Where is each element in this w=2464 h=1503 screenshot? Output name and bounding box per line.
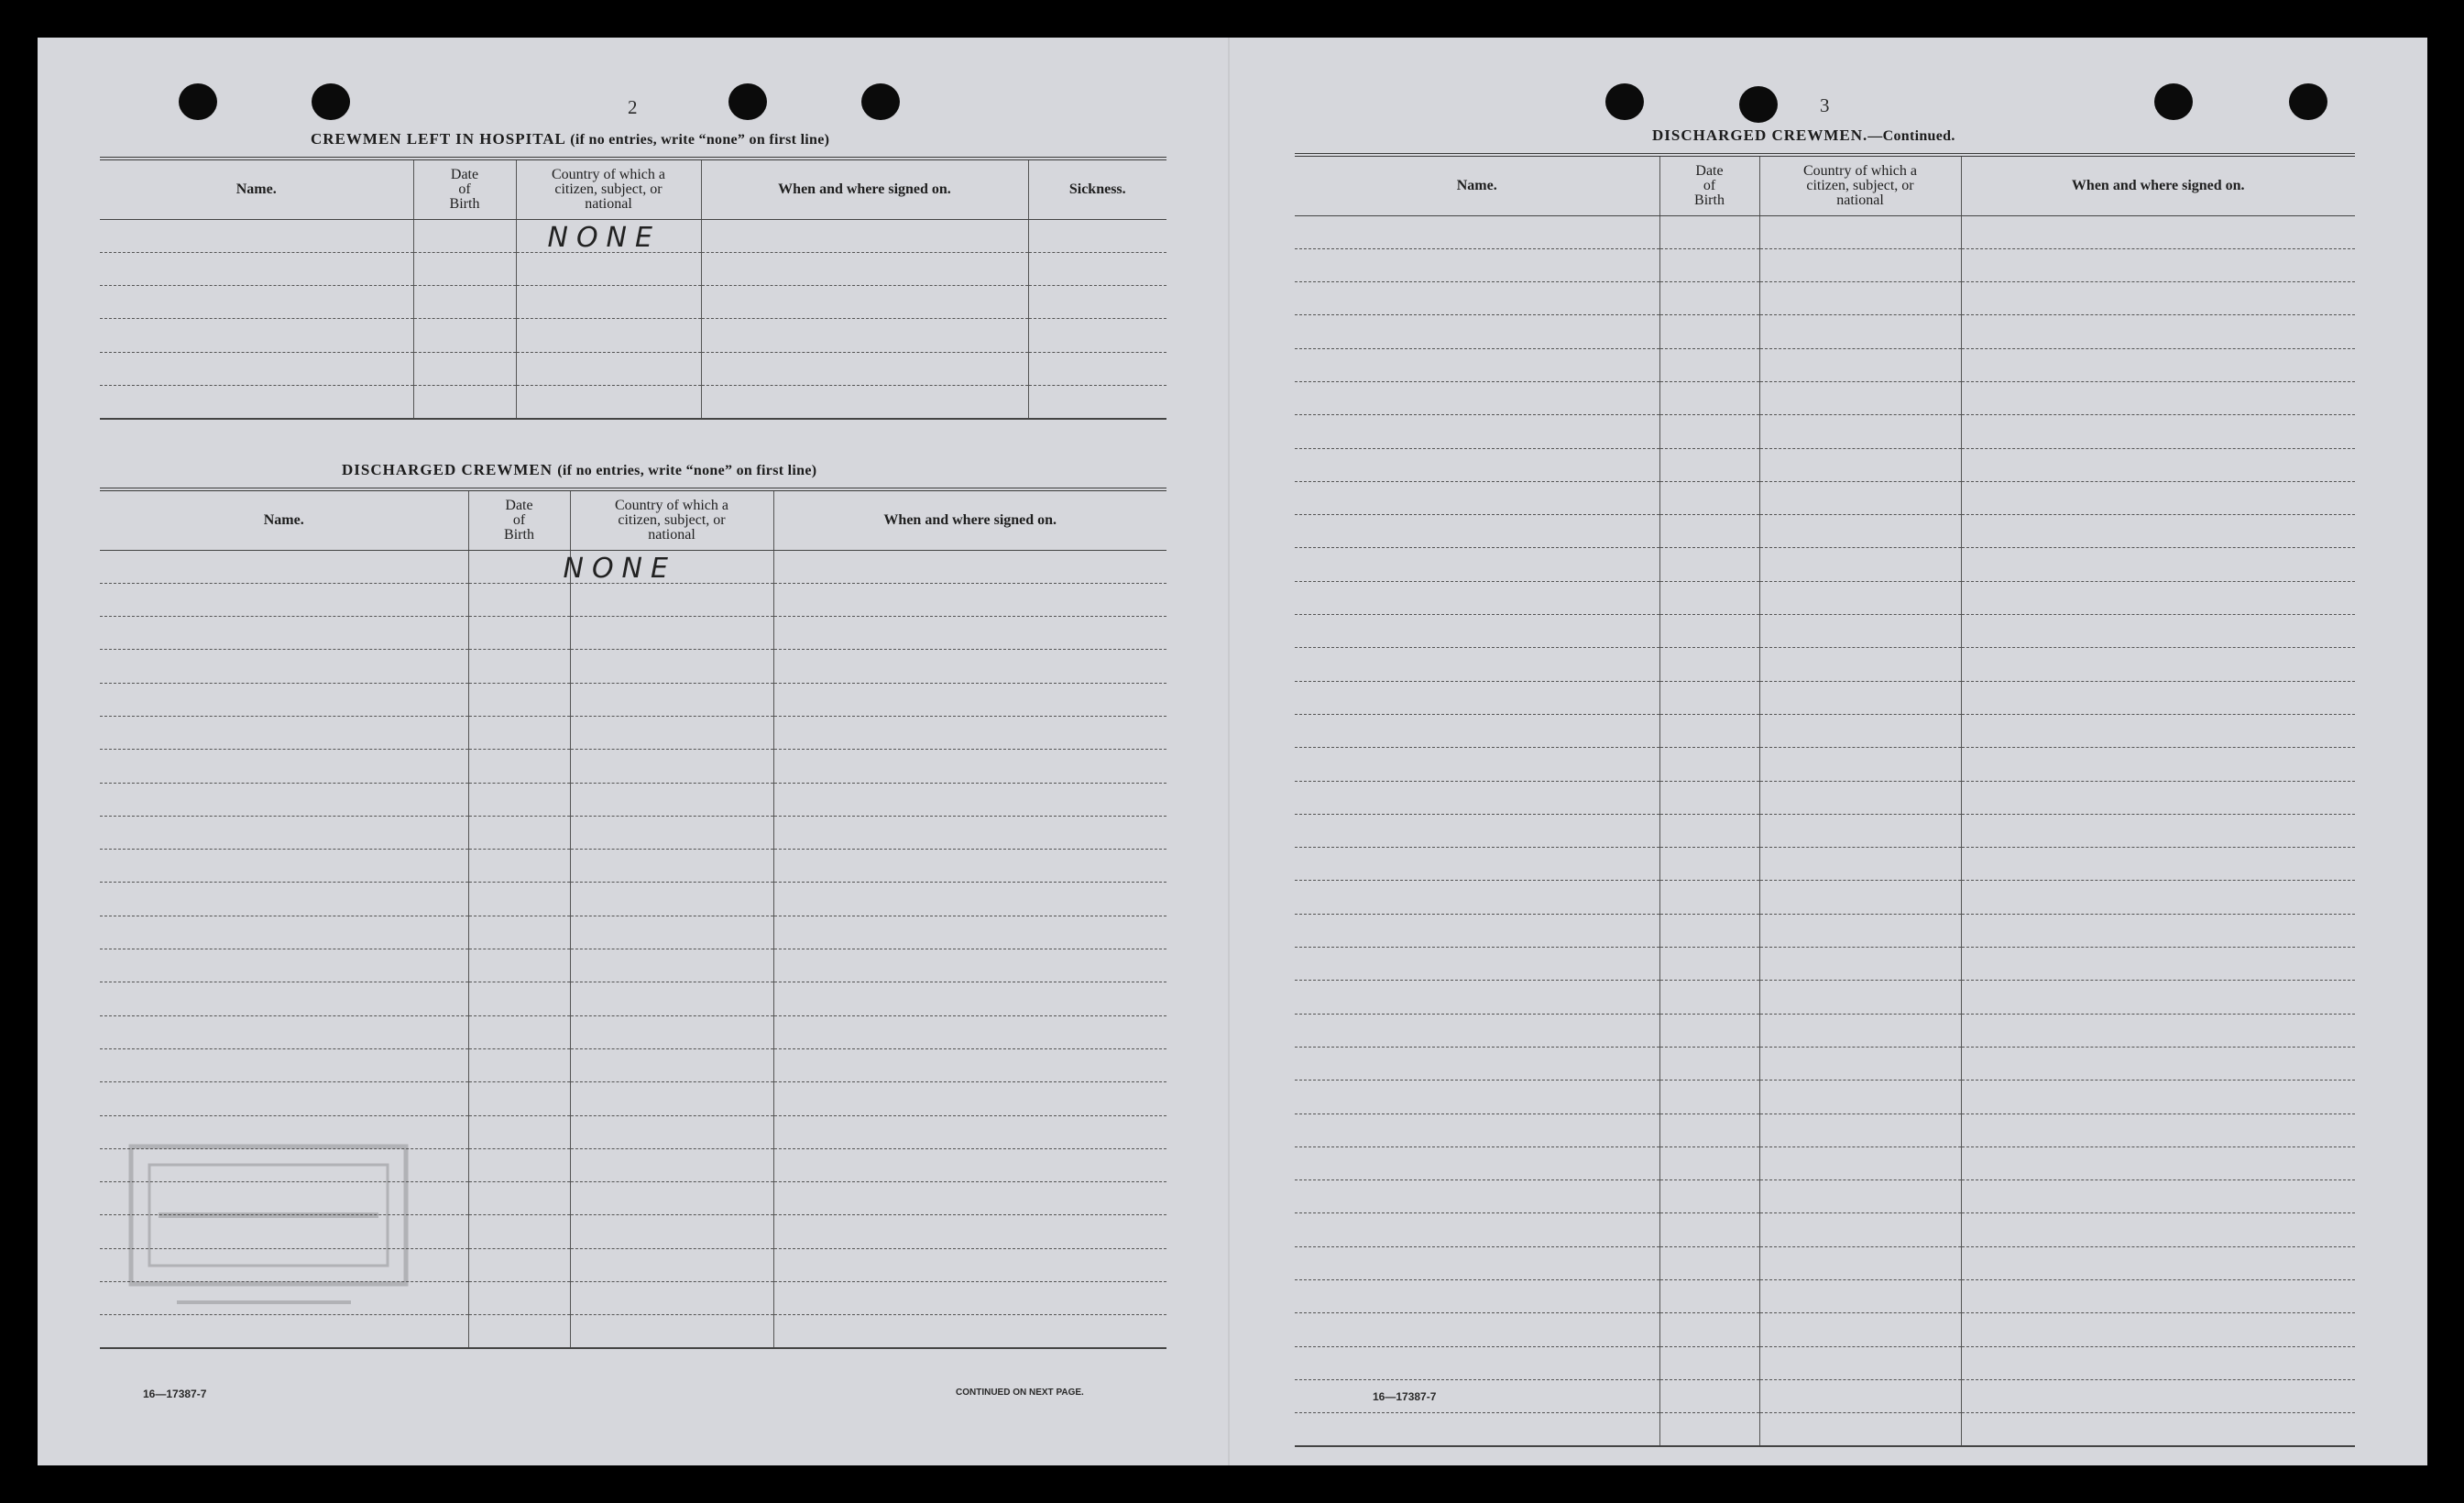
table-row <box>100 219 1166 252</box>
form-number: 16—17387-7 <box>143 1388 207 1400</box>
punch-hole <box>179 83 217 120</box>
table-row <box>1295 481 2355 514</box>
punch-hole <box>2289 83 2327 120</box>
table-row <box>1295 748 2355 781</box>
continued-suffix: —Continued. <box>1867 128 1955 144</box>
discharged-continued-title <box>1652 126 1955 145</box>
table-row <box>1295 381 2355 414</box>
discharged-title: DISCHARGED CREWMEN <box>342 461 553 478</box>
table-row <box>1295 1146 2355 1179</box>
punch-hole <box>861 83 900 120</box>
continued-note: CONTINUED ON NEXT PAGE. <box>956 1388 1084 1398</box>
left-page <box>38 38 1229 1465</box>
table-row <box>1295 1346 2355 1379</box>
hospital-instruction: (if no entries, write “none” on first line) <box>570 132 830 148</box>
table-row <box>1295 1413 2355 1446</box>
page-number: 3 <box>1820 94 1830 116</box>
table-row <box>100 583 1166 616</box>
punch-hole <box>1605 83 1644 120</box>
handwritten-none: NONE <box>563 552 676 585</box>
table-row <box>1295 1213 2355 1246</box>
table-row <box>1295 1081 2355 1114</box>
table-row <box>1295 515 2355 548</box>
faded-received-stamp <box>122 1128 433 1330</box>
table-row <box>100 750 1166 783</box>
table-row <box>100 916 1166 949</box>
discharged-instruction: (if no entries, write “none” on first line) <box>557 463 817 478</box>
table-row <box>1295 1114 2355 1146</box>
document-paper <box>38 38 2427 1465</box>
table-row <box>1295 681 2355 714</box>
table-row <box>100 949 1166 982</box>
table-row <box>1295 415 2355 448</box>
table-row <box>1295 914 2355 947</box>
discharged-section-title <box>342 461 816 479</box>
table-row <box>1295 948 2355 981</box>
hospital-table <box>100 157 1166 420</box>
table-row <box>1295 714 2355 747</box>
punch-hole <box>728 83 767 120</box>
table-row <box>100 319 1166 352</box>
country-header: Country of which a citizen, subject, or national <box>516 159 701 219</box>
table-row <box>1295 1379 2355 1412</box>
table-row <box>1295 1246 2355 1279</box>
punch-hole <box>2154 83 2193 120</box>
country-header: Country of which a citizen, subject, or national <box>1759 155 1961 215</box>
table-row <box>1295 581 2355 614</box>
right-page <box>1229 38 2427 1465</box>
table-row <box>100 716 1166 749</box>
date-of-birth-header: Date of Birth <box>468 489 570 550</box>
country-header: Country of which a citizen, subject, or national <box>570 489 773 550</box>
table-row <box>1295 1047 2355 1080</box>
name-header: Name. <box>100 159 413 219</box>
table-row <box>100 783 1166 816</box>
table-row <box>1295 615 2355 648</box>
punch-hole <box>312 83 350 120</box>
table-row <box>100 1082 1166 1115</box>
table-row <box>1295 1014 2355 1047</box>
when-where-header: When and where signed on. <box>773 489 1166 550</box>
table-row <box>1295 1313 2355 1346</box>
page-number: 2 <box>628 96 638 118</box>
table-row <box>1295 348 2355 381</box>
table-row <box>1295 315 2355 348</box>
when-where-header: When and where signed on. <box>701 159 1028 219</box>
table-row <box>100 883 1166 916</box>
table-row <box>1295 548 2355 581</box>
table-row <box>100 352 1166 385</box>
form-number: 16—17387-7 <box>1373 1390 1437 1403</box>
table-row <box>100 252 1166 285</box>
table-row <box>100 1015 1166 1048</box>
table-row <box>100 286 1166 319</box>
date-of-birth-header: Date of Birth <box>413 159 516 219</box>
table-row <box>100 385 1166 418</box>
table-row <box>100 1048 1166 1081</box>
table-row <box>1295 1180 2355 1213</box>
when-where-header: When and where signed on. <box>1961 155 2355 215</box>
table-row <box>1295 282 2355 315</box>
hospital-section-title <box>311 130 829 148</box>
table-row <box>100 982 1166 1015</box>
table-row <box>100 816 1166 849</box>
table-row <box>1295 215 2355 248</box>
discharged-title: DISCHARGED CREWMEN. <box>1652 126 1868 144</box>
discharged-continued-table <box>1295 153 2355 1447</box>
table-row <box>1295 648 2355 681</box>
punch-hole <box>1739 86 1778 123</box>
table-row <box>1295 781 2355 814</box>
table-row <box>1295 848 2355 881</box>
name-header: Name. <box>100 489 468 550</box>
name-header: Name. <box>1295 155 1659 215</box>
hospital-title: CREWMEN LEFT IN HOSPITAL <box>311 130 565 148</box>
table-row <box>1295 248 2355 281</box>
table-row <box>1295 1280 2355 1313</box>
sickness-header: Sickness. <box>1028 159 1166 219</box>
table-row <box>100 850 1166 883</box>
table-row <box>1295 814 2355 847</box>
table-row <box>100 550 1166 583</box>
table-row <box>100 617 1166 650</box>
handwritten-none: NONE <box>547 221 661 254</box>
table-row <box>100 683 1166 716</box>
table-row <box>1295 448 2355 481</box>
table-row <box>100 650 1166 683</box>
table-row <box>1295 981 2355 1014</box>
date-of-birth-header: Date of Birth <box>1659 155 1759 215</box>
table-row <box>1295 881 2355 914</box>
